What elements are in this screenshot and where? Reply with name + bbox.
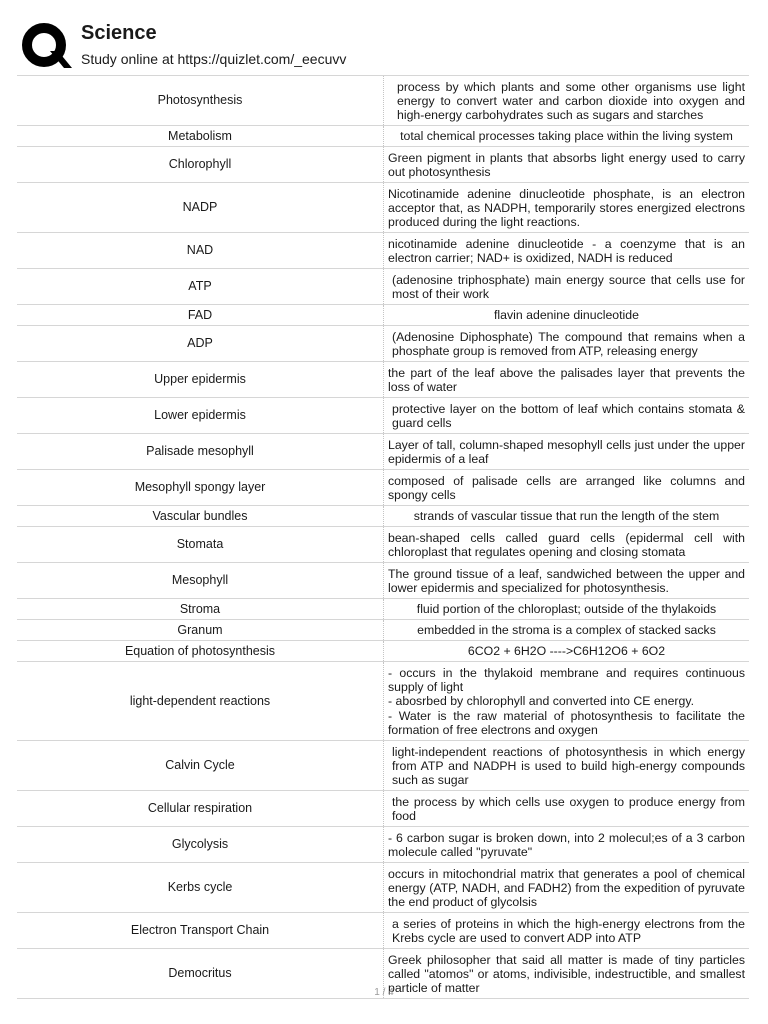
term-cell: Stroma bbox=[179, 601, 221, 616]
definition-cell: strands of vascular tissue that run the length of the stem bbox=[383, 506, 749, 526]
term-cell: Vascular bundles bbox=[152, 508, 248, 523]
definition-cell: bean-shaped cells called guard cells (epidermal cell with chloroplast that regulates opening and closing stomata bbox=[383, 527, 749, 562]
definition-cell: protective layer on the bottom of leaf which contains stomata & guard cells bbox=[383, 398, 749, 433]
table-row bbox=[17, 827, 749, 863]
definition-cell: a series of proteins in which the high-energy electrons from the Krebs cycle are used to convert ADP into ATP bbox=[383, 913, 749, 948]
table-row bbox=[17, 183, 749, 233]
term-cell: Democritus bbox=[168, 966, 232, 981]
definition-cell: process by which plants and some other organisms use light energy to convert water and carbon dioxide into oxygen and high-energy carbohydrates such as sugars and starches bbox=[383, 76, 749, 125]
table-row bbox=[17, 913, 749, 949]
table-row bbox=[17, 233, 749, 269]
term-cell: NADP bbox=[182, 200, 218, 215]
term-cell: Glycolysis bbox=[171, 837, 229, 852]
table-row bbox=[17, 741, 749, 791]
definition-cell: total chemical processes taking place within the living system bbox=[383, 126, 749, 146]
definition-cell: the part of the leaf above the palisades layer that prevents the loss of water bbox=[383, 362, 749, 397]
term-cell: Equation of photosynthesis bbox=[124, 643, 276, 658]
definition-cell: nicotinamide adenine dinucleotide - a coenzyme that is an electron carrier; NAD+ is oxidized, NADH is reduced bbox=[383, 233, 749, 268]
table-row bbox=[17, 863, 749, 913]
definition-cell: flavin adenine dinucleotide bbox=[383, 305, 749, 325]
term-cell: Cellular respiration bbox=[147, 801, 253, 816]
table-row bbox=[17, 506, 749, 527]
term-cell: ATP bbox=[188, 279, 212, 294]
term-cell: Mesophyll spongy layer bbox=[134, 480, 266, 495]
flashcard-table bbox=[17, 75, 749, 999]
definition-cell: - 6 carbon sugar is broken down, into 2 molecul;es of a 3 carbon molecule called "pyruvate" bbox=[383, 827, 749, 862]
definition-cell: Green pigment in plants that absorbs light energy used to carry out photosynthesis bbox=[383, 147, 749, 182]
definition-cell: embedded in the stroma is a complex of stacked sacks bbox=[383, 620, 749, 640]
term-cell: Metabolism bbox=[168, 128, 232, 143]
term-cell: Calvin Cycle bbox=[165, 758, 235, 773]
definition-cell: occurs in mitochondrial matrix that generates a pool of chemical energy (ATP, NADH, and FADH2) from the expedition of pyruvate the end product of glycolsis bbox=[383, 863, 749, 912]
table-row bbox=[17, 434, 749, 470]
definition-cell: composed of palisade cells are arranged like columns and spongy cells bbox=[383, 470, 749, 505]
definition-cell: (Adenosine Diphosphate) The compound that remains when a phosphate group is removed from ATP, releasing energy bbox=[383, 326, 749, 361]
table-row bbox=[17, 641, 749, 662]
definition-cell: the process by which cells use oxygen to produce energy from food bbox=[383, 791, 749, 826]
table-row bbox=[17, 398, 749, 434]
term-cell: Kerbs cycle bbox=[167, 880, 233, 895]
table-row bbox=[17, 470, 749, 506]
definition-cell: 6CO2 + 6H2O ---->C6H12O6 + 6O2 bbox=[383, 641, 749, 661]
table-row bbox=[17, 76, 749, 126]
table-row bbox=[17, 599, 749, 620]
term-cell: ADP bbox=[187, 336, 213, 351]
set-title: Science bbox=[81, 22, 157, 44]
term-cell: Chlorophyll bbox=[168, 157, 232, 172]
term-cell: Lower epidermis bbox=[154, 408, 246, 423]
term-cell: Stomata bbox=[176, 537, 224, 552]
table-row bbox=[17, 791, 749, 827]
table-row bbox=[17, 305, 749, 326]
term-cell: Electron Transport Chain bbox=[130, 923, 270, 938]
definition-cell: Greek philosopher that said all matter is made of tiny particles called "atomos" or atoms, indivisible, indestructible, and smallest particle of matter bbox=[383, 949, 749, 998]
definition-cell: The ground tissue of a leaf, sandwiched between the upper and lower epidermis and specialized for photosynthesis. bbox=[383, 563, 749, 598]
term-cell: light-dependent reactions bbox=[129, 693, 271, 708]
definition-cell: (adenosine triphosphate) main energy source that cells use for most of their work bbox=[383, 269, 749, 304]
term-cell: Photosynthesis bbox=[157, 93, 243, 108]
table-row bbox=[17, 326, 749, 362]
definition-cell: light-independent reactions of photosynthesis in which energy from ATP and NADPH is used to build high-energy compounds such as sugar bbox=[383, 741, 749, 790]
definition-cell: fluid portion of the chloroplast; outside of the thylakoids bbox=[383, 599, 749, 619]
table-row bbox=[17, 662, 749, 741]
definition-cell: Nicotinamide adenine dinucleotide phosphate, is an electron acceptor that, as NADPH, temporarily stores energized electrons produced during the light reactions. bbox=[383, 183, 749, 232]
table-row bbox=[17, 527, 749, 563]
study-online-link[interactable]: Study online at https://quizlet.com/_eecuvv bbox=[81, 51, 347, 67]
definition-cell: - occurs in the thylakoid membrane and requires continuous supply of light - abosrbed by chlorophyll and converted into CE energy. - Water is the raw material of photosynthesis to facilitate the formation of free electrons and oxygen bbox=[383, 662, 749, 740]
term-cell: FAD bbox=[187, 307, 213, 322]
table-row bbox=[17, 147, 749, 183]
term-cell: NAD bbox=[186, 243, 214, 258]
page-header bbox=[0, 0, 768, 76]
term-cell: Palisade mesophyll bbox=[146, 444, 254, 459]
term-cell: Mesophyll bbox=[171, 573, 229, 588]
table-row bbox=[17, 126, 749, 147]
quizlet-logo-icon bbox=[20, 21, 72, 73]
table-row bbox=[17, 269, 749, 305]
table-row bbox=[17, 563, 749, 599]
page-indicator: 1 / 4 bbox=[374, 987, 394, 998]
term-cell: Upper epidermis bbox=[154, 372, 246, 387]
definition-cell: Layer of tall, column-shaped mesophyll cells just under the upper epidermis of a leaf bbox=[383, 434, 749, 469]
term-cell: Granum bbox=[177, 622, 223, 637]
table-row bbox=[17, 362, 749, 398]
table-row bbox=[17, 620, 749, 641]
